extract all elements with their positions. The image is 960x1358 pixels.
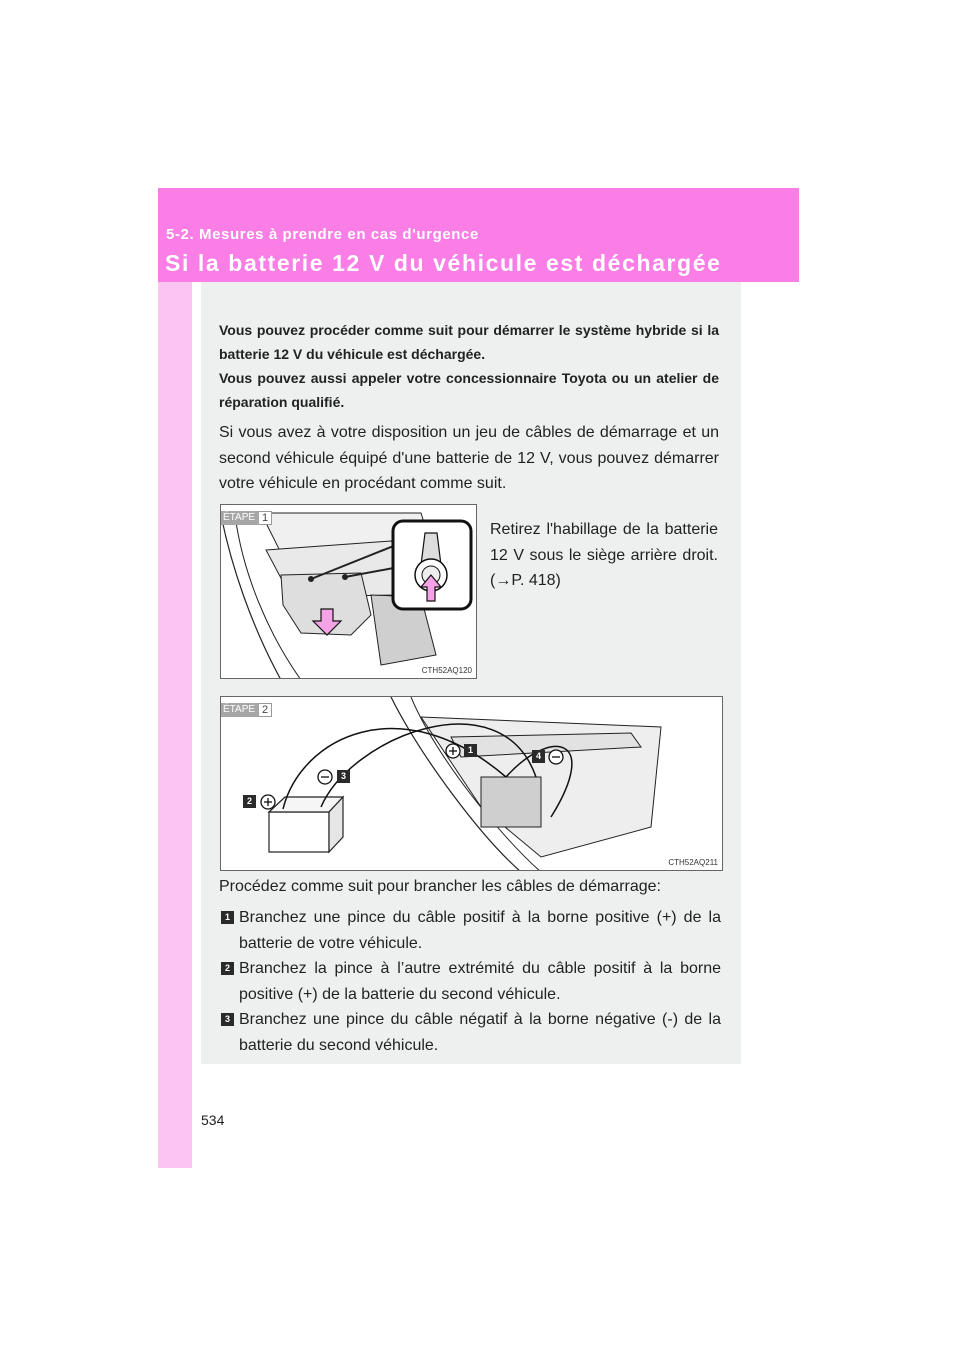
list-item <box>221 1007 721 1058</box>
callout-2: 2 <box>243 795 256 808</box>
jump-cable-illustration <box>221 697 723 871</box>
callout-3: 3 <box>337 770 350 783</box>
step2-lead: Procédez comme suit pour brancher les câbles de démarrage: <box>219 878 661 895</box>
step1-number: 1 <box>259 511 272 525</box>
list-item-text: Branchez une pince du câble négatif à la borne négative (-) de la batterie du second véhicule. <box>239 1011 721 1054</box>
list-item-text: Branchez une pince du câble positif à la borne positive (+) de la batterie de votre véhicule. <box>239 909 721 952</box>
page-title: Si la batterie 12 V du véhicule est déchargée <box>165 250 722 276</box>
body-paragraph: Si vous avez à votre disposition un jeu de câbles de démarrage et un second véhicule équipé d'une batterie de 12 V, vous pouvez démarrer votre véhicule en procédant comme suit. <box>219 424 719 492</box>
step2-figure-code: CTH52AQ211 <box>668 858 718 867</box>
intro-text <box>219 318 719 414</box>
step1-label <box>221 511 272 525</box>
step2-label <box>221 703 272 717</box>
page-number: 534 <box>201 1112 225 1128</box>
battery-cover-illustration <box>221 505 477 679</box>
list-badge-2: 2 <box>221 962 234 975</box>
list-item <box>221 956 721 1007</box>
step2-word: ÉTAPE <box>221 703 259 717</box>
step2-number: 2 <box>259 703 272 717</box>
callout-4: 4 <box>532 750 545 763</box>
step1-figure <box>220 504 477 679</box>
list-item <box>221 905 721 956</box>
side-color-strip <box>158 188 192 1168</box>
intro-line-2: Vous pouvez aussi appeler votre concessionnaire Toyota ou un atelier de réparation qualifié. <box>219 370 719 410</box>
list-badge-3: 3 <box>221 1013 234 1026</box>
list-item-text: Branchez la pince à l’autre extrémité du câble positif à la borne positive (+) de la batterie du second véhicule. <box>239 960 721 1003</box>
callout-1: 1 <box>464 744 477 757</box>
intro-line-1: Vous pouvez procéder comme suit pour démarrer le système hybride si la batterie 12 V du véhicule est déchargée. <box>219 322 719 362</box>
step2-figure <box>220 696 723 871</box>
step1-instruction: Retirez l'habillage de la batterie 12 V sous le siège arrière droit. (→P. 418) <box>490 521 718 589</box>
list-badge-1: 1 <box>221 911 234 924</box>
step1-figure-code: CTH52AQ120 <box>421 666 472 675</box>
step1-word: ÉTAPE <box>221 511 259 525</box>
section-label: 5-2. Mesures à prendre en cas d'urgence <box>166 226 479 243</box>
